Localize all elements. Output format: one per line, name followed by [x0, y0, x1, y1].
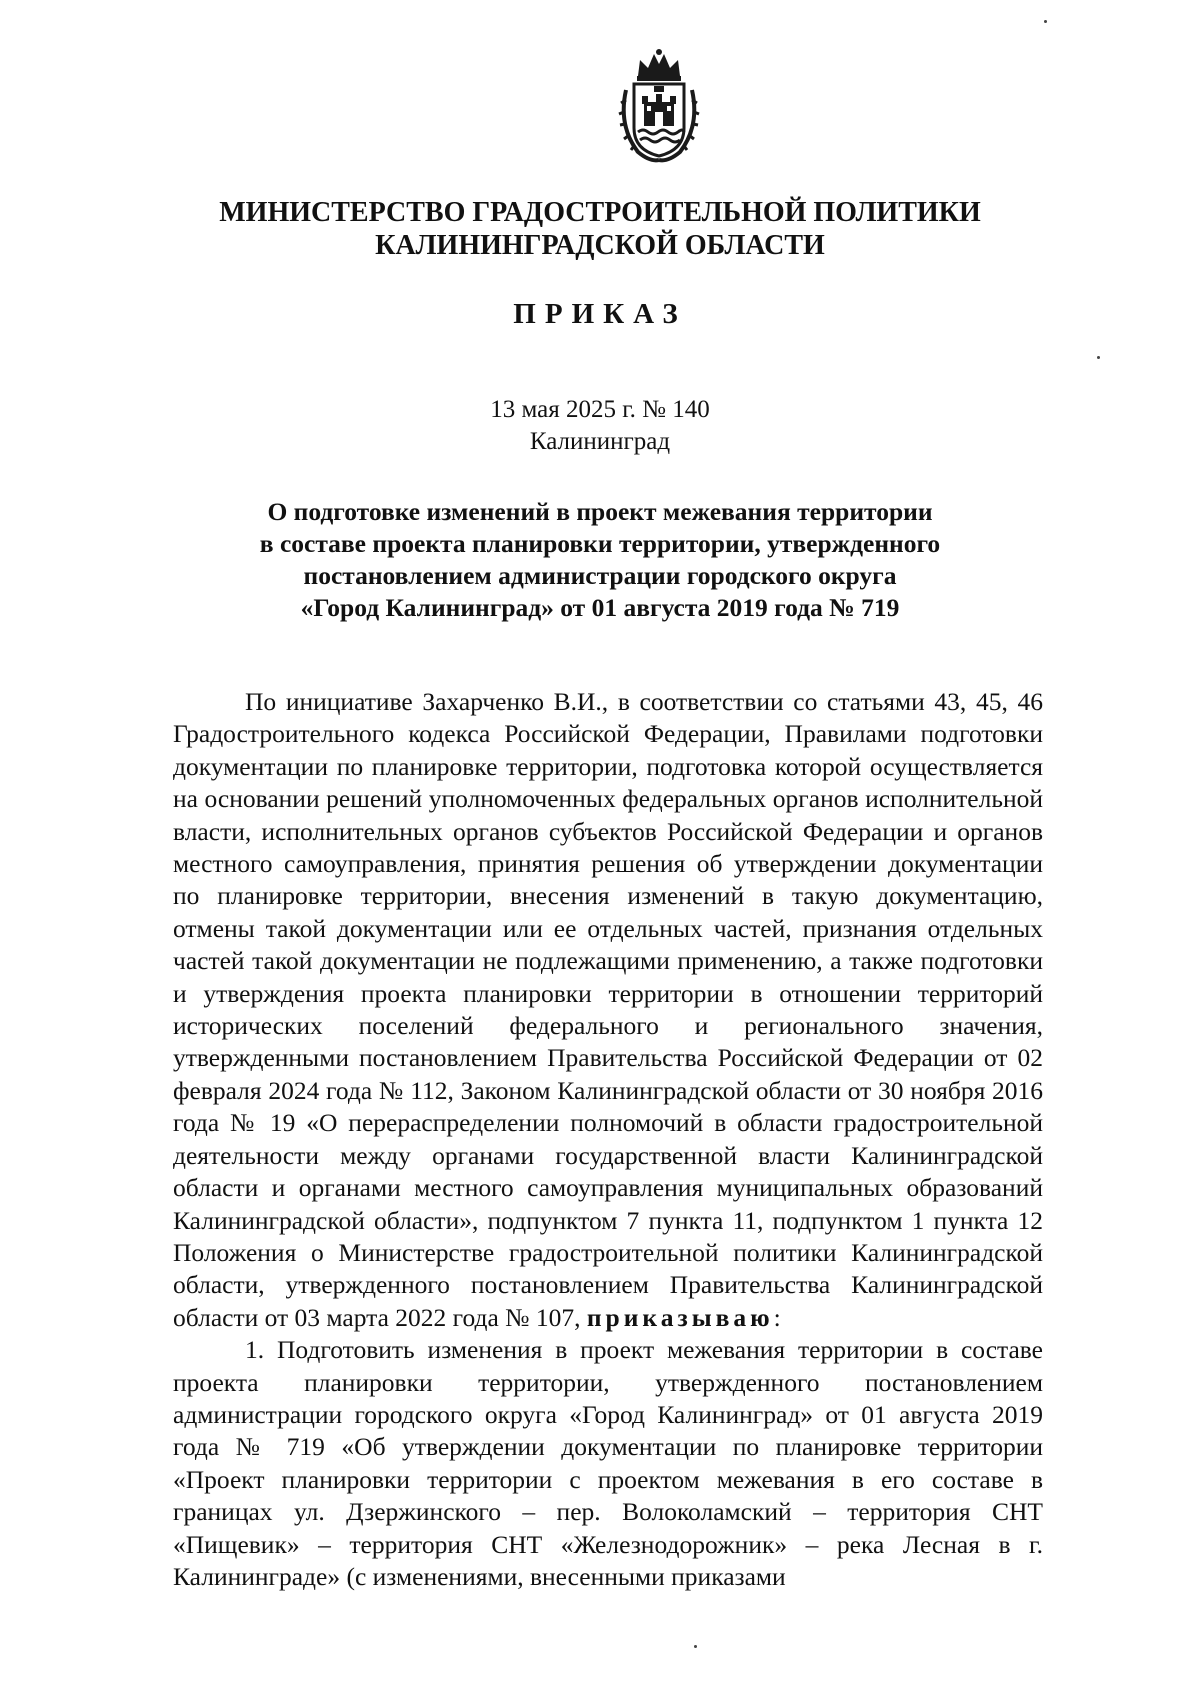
ministry-name	[160, 196, 1040, 262]
ministry-line-2: КАЛИНИНГРАДСКОЙ ОБЛАСТИ	[375, 230, 825, 261]
document-date-block	[160, 394, 1040, 458]
document-body	[173, 686, 1043, 1593]
scan-speck	[1097, 356, 1100, 359]
subject-line-2: в составе проекта планировки территории, утвержденного	[259, 529, 941, 558]
document-type-title: ПРИКАЗ	[513, 298, 687, 330]
order-colon: :	[773, 1302, 781, 1332]
city-name: Калининград	[529, 428, 671, 455]
subject-line-4: «Город Калининград» от 01 августа 2019 года № 719	[300, 593, 900, 622]
scan-speck	[1044, 20, 1047, 23]
document-subject	[170, 496, 1030, 624]
subject-line-3: постановлением администрации городского округа	[303, 561, 897, 590]
scan-speck	[694, 1645, 697, 1648]
kaliningrad-oblast-coat-of-arms-icon	[616, 46, 702, 166]
ministry-line-1: МИНИСТЕРСТВО ГРАДОСТРОИТЕЛЬНОЙ ПОЛИТИКИ	[219, 197, 981, 228]
subject-line-1: О подготовке изменений в проект межевания территории	[267, 497, 933, 526]
item-1-paragraph: 1. Подготовить изменения в проект межевания территории в составе проекта планировки территории, утвержденного постановлением администрации городского округа «Город Калининград» от 01 августа 2019 года № 719 «Об утверждении документации по планировке территории «Проект планировки территории с проектом межевания в его составе в границах ул. Дзержинского – пер. Волоколамский – территория СНТ «Пищевик» – территория СНТ «Железнодорожник» – река Лесная в г. Калининграде» (с изменениями, внесенными приказами	[173, 1335, 1043, 1591]
preamble-paragraph	[173, 686, 1043, 1334]
date-and-number: 13 мая 2025 г. № 140	[490, 396, 710, 423]
preamble-text: По инициативе Захарченко В.И., в соответствии со статьями 43, 45, 46 Градостроительного кодекса Российской Федерации, Правилами подготовки документации по планировке территории, подготовка которой осуществляется на основании решений уполномоченных федеральных органов исполнительной власти, исполнительных органов субъектов Российской Федерации и органов местного самоуправления, принятия решения об утверждении документации по планировке территории, внесения изменений в такую документацию, отмены такой документации или ее отдельных частей, признания отдельных частей такой документации не подлежащими применению, а также подготовки и утверждения проекта планировки территории в отношении территорий исторических поселений федерального и регионального значения, утвержденными постановлением Правительства Российской Федерации от 02 февраля 2024 года № 112, Законом Калининградской области от 30 ноября 2016 года № 19 «О перераспределении полномочий в области градостроительной деятельности между органами государственной власти Калининградской области и органами местного самоуправления муниципальных образований Калининградской области», подпунктом 7 пункта 11, подпунктом 1 пункта 12 Положения о Министерстве градостроительной политики Калининградской области, утвержденного постановлением Правительства Калининградской области от 03 марта 2022 года № 107,	[173, 687, 1043, 1332]
order-word: приказываю	[586, 1302, 774, 1332]
